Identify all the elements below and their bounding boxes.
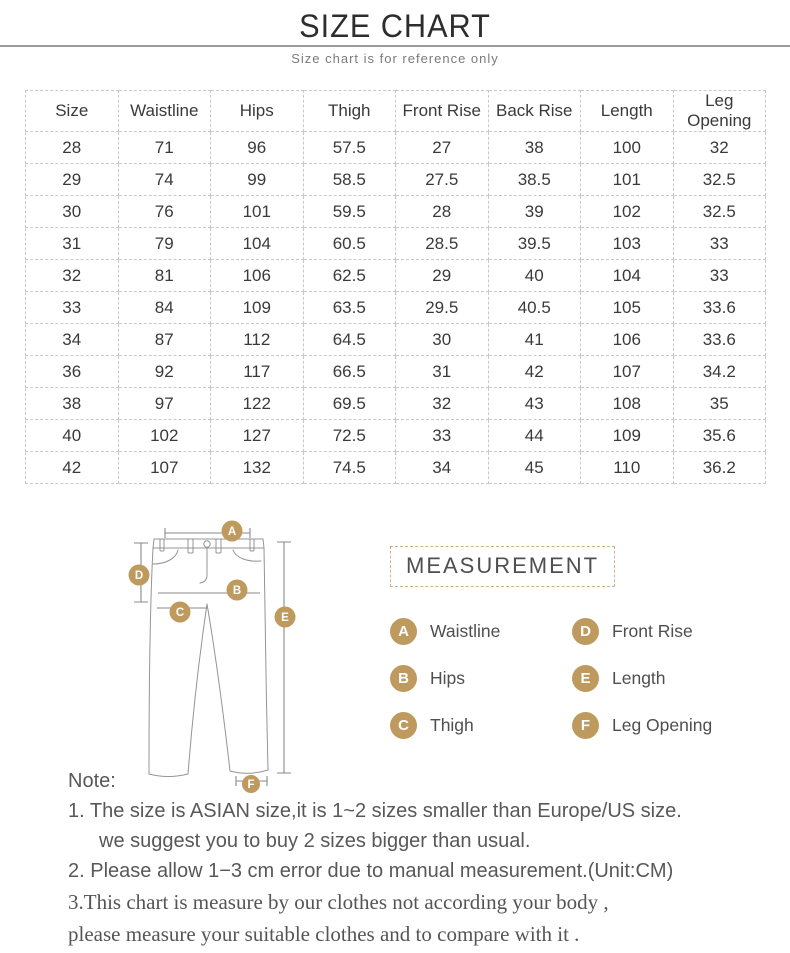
notes-heading: Note:: [68, 770, 116, 792]
table-cell: 38: [26, 388, 119, 420]
table-cell: 105: [581, 292, 674, 324]
legend-label: Thigh: [430, 715, 474, 735]
table-row: [26, 452, 766, 484]
table-cell: 33: [673, 260, 766, 292]
table-cell: 27: [396, 132, 489, 164]
legend-item-f: [572, 712, 712, 739]
table-cell: 35.6: [673, 420, 766, 452]
title-divider: [0, 45, 790, 47]
table-cell: 31: [26, 228, 119, 260]
table-row: [26, 196, 766, 228]
note-line: 3.This chart is measure by our clothes not according your body ,: [68, 890, 609, 914]
table-cell: 59.5: [303, 196, 396, 228]
table-cell: 38: [488, 132, 581, 164]
table-cell: 39.5: [488, 228, 581, 260]
table-cell: 30: [26, 196, 119, 228]
note-line: 1. The size is ASIAN size,it is 1~2 sizes smaller than Europe/US size.: [68, 800, 682, 822]
table-header-row: [26, 91, 766, 132]
table-cell: 62.5: [303, 260, 396, 292]
table-cell: 112: [211, 324, 304, 356]
measurement-title-box: [390, 546, 615, 587]
table-cell: 33: [26, 292, 119, 324]
legend-label: Length: [612, 668, 666, 688]
legend-item-a: [390, 618, 572, 645]
table-cell: 106: [581, 324, 674, 356]
table-cell: 28: [26, 132, 119, 164]
table-row: [26, 132, 766, 164]
table-cell: 35: [673, 388, 766, 420]
notes-section: [68, 770, 682, 953]
table-cell: 40: [488, 260, 581, 292]
table-cell: 103: [581, 228, 674, 260]
table-cell: 74: [118, 164, 211, 196]
legend-label: Front Rise: [612, 621, 693, 641]
table-cell: 29: [26, 164, 119, 196]
table-row: [26, 324, 766, 356]
table-cell: 117: [211, 356, 304, 388]
column-header: Length: [581, 91, 674, 132]
table-cell: 33.6: [673, 324, 766, 356]
table-cell: 132: [211, 452, 304, 484]
note-line: we suggest you to buy 2 sizes bigger than usual.: [99, 830, 531, 852]
table-cell: 40.5: [488, 292, 581, 324]
table-cell: 32: [673, 132, 766, 164]
marker-d-letter: D: [134, 570, 144, 582]
note-line: please measure your suitable clothes and to compare with it .: [68, 922, 580, 946]
table-cell: 127: [211, 420, 304, 452]
table-cell: 101: [581, 164, 674, 196]
table-row: [26, 292, 766, 324]
table-cell: 41: [488, 324, 581, 356]
legend-badge-e-icon: E: [572, 665, 599, 692]
table-cell: 34: [26, 324, 119, 356]
table-row: [26, 164, 766, 196]
table-cell: 96: [211, 132, 304, 164]
marker-f-letter: F: [247, 779, 255, 791]
table-cell: 39: [488, 196, 581, 228]
marker-a-letter: A: [227, 526, 237, 538]
table-cell: 102: [581, 196, 674, 228]
table-cell: 79: [118, 228, 211, 260]
pants-measurement-diagram: [95, 495, 325, 805]
legend-item-e: [572, 665, 712, 692]
table-cell: 33.6: [673, 292, 766, 324]
legend-label: Hips: [430, 668, 466, 688]
table-cell: 109: [581, 420, 674, 452]
table-cell: 32.5: [673, 196, 766, 228]
table-cell: 42: [488, 356, 581, 388]
table-cell: 109: [211, 292, 304, 324]
table-cell: 30: [396, 324, 489, 356]
table-cell: 104: [211, 228, 304, 260]
legend-item-d: [572, 618, 712, 645]
table-row: [26, 356, 766, 388]
legend-badge-d-icon: D: [572, 618, 599, 645]
table-cell: 84: [118, 292, 211, 324]
table-cell: 69.5: [303, 388, 396, 420]
column-header: Waistline: [118, 91, 211, 132]
table-cell: 72.5: [303, 420, 396, 452]
table-cell: 99: [211, 164, 304, 196]
table-cell: 110: [581, 452, 674, 484]
table-cell: 57.5: [303, 132, 396, 164]
table-row: [26, 420, 766, 452]
table-cell: 42: [26, 452, 119, 484]
table-cell: 58.5: [303, 164, 396, 196]
column-header: Front Rise: [396, 91, 489, 132]
marker-e-letter: E: [281, 612, 289, 624]
column-header: Back Rise: [488, 91, 581, 132]
table-cell: 100: [581, 132, 674, 164]
table-cell: 33: [396, 420, 489, 452]
legend-badge-b-icon: B: [390, 665, 417, 692]
column-header: Thigh: [303, 91, 396, 132]
table-cell: 107: [581, 356, 674, 388]
page-title: SIZE CHART: [299, 8, 491, 44]
table-cell: 108: [581, 388, 674, 420]
table-cell: 60.5: [303, 228, 396, 260]
legend-item-b: [390, 665, 572, 692]
table-cell: 29: [396, 260, 489, 292]
legend-badge-f-icon: F: [572, 712, 599, 739]
pants-outline-icon: [149, 539, 268, 777]
measurement-panel: [390, 546, 712, 739]
table-cell: 40: [26, 420, 119, 452]
table-cell: 33: [673, 228, 766, 260]
marker-c-letter: C: [175, 607, 185, 619]
size-table: [25, 90, 766, 484]
table-cell: 34: [396, 452, 489, 484]
table-cell: 32: [26, 260, 119, 292]
table-cell: 104: [581, 260, 674, 292]
table-cell: 102: [118, 420, 211, 452]
table-cell: 97: [118, 388, 211, 420]
page-subtitle: Size chart is for reference only: [291, 51, 499, 66]
table-row: [26, 228, 766, 260]
column-header: Leg Opening: [673, 91, 766, 132]
table-cell: 87: [118, 324, 211, 356]
table-cell: 28: [396, 196, 489, 228]
table-cell: 31: [396, 356, 489, 388]
column-header: Hips: [211, 91, 304, 132]
table-cell: 66.5: [303, 356, 396, 388]
table-cell: 76: [118, 196, 211, 228]
measurement-title: MEASUREMENT: [406, 553, 600, 578]
table-cell: 71: [118, 132, 211, 164]
legend-label: Waistline: [430, 621, 501, 641]
table-cell: 38.5: [488, 164, 581, 196]
table-cell: 36.2: [673, 452, 766, 484]
table-cell: 81: [118, 260, 211, 292]
column-header: Size: [26, 91, 119, 132]
legend-item-c: [390, 712, 572, 739]
table-cell: 29.5: [396, 292, 489, 324]
table-cell: 36: [26, 356, 119, 388]
marker-b-letter: B: [232, 585, 242, 597]
table-cell: 101: [211, 196, 304, 228]
table-cell: 43: [488, 388, 581, 420]
table-cell: 107: [118, 452, 211, 484]
table-cell: 122: [211, 388, 304, 420]
table-row: [26, 388, 766, 420]
table-cell: 34.2: [673, 356, 766, 388]
table-cell: 27.5: [396, 164, 489, 196]
diagram-markers: [129, 521, 296, 794]
table-cell: 92: [118, 356, 211, 388]
table-cell: 28.5: [396, 228, 489, 260]
legend-label: Leg Opening: [612, 715, 713, 735]
legend-badge-c-icon: C: [390, 712, 417, 739]
table-cell: 106: [211, 260, 304, 292]
table-cell: 63.5: [303, 292, 396, 324]
table-cell: 44: [488, 420, 581, 452]
measurement-legend: [390, 618, 712, 739]
table-cell: 32.5: [673, 164, 766, 196]
note-line: 2. Please allow 1−3 cm error due to manual measurement.(Unit:CM): [68, 860, 674, 882]
table-cell: 64.5: [303, 324, 396, 356]
table-cell: 74.5: [303, 452, 396, 484]
legend-badge-a-icon: A: [390, 618, 417, 645]
table-cell: 32: [396, 388, 489, 420]
table-row: [26, 260, 766, 292]
table-cell: 45: [488, 452, 581, 484]
